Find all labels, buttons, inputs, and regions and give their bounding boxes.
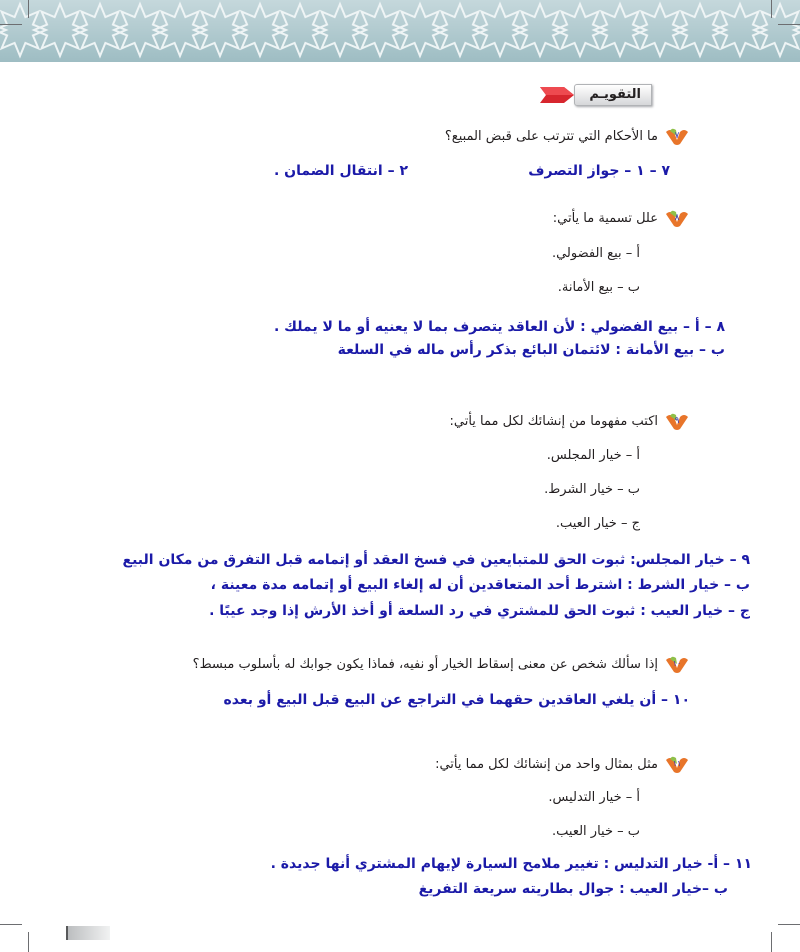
question-7 (445, 126, 690, 146)
answer-9-line1: ٩ – خيار المجلس: ثبوت الحق للمتبايعين في فسخ العقد أو إتمامه قبل التفرق من مكان البيع (122, 552, 750, 568)
question-10-text: إذا سألك شخص عن معنى إسقاط الخيار أو نفيه، فماذا يكون جوابك له بأسلوب مبسط؟ (192, 656, 658, 672)
banner-star-shape (474, 4, 526, 56)
q9-option-c: ج – خيار العيب. (555, 516, 640, 531)
crop-mark (0, 924, 22, 925)
banner-star-shape (154, 4, 206, 56)
banner-star-shape (194, 4, 246, 56)
answer-9-line3: ج – خيار العيب : ثبوت الحق للمشتري في رد السلعة أو أخذ الأرش إذا وجد عيبًا . (209, 603, 750, 619)
answer-8-line1: ٨ – أ – بيع الفضولي : لأن العاقد يتصرف بما لا يعنيه أو ما لا يملك . (273, 319, 725, 335)
banner-star-shape (74, 4, 126, 56)
banner-star-shape (634, 4, 686, 56)
question-7-text: ما الأحكام التي تترتب على قبض المبيع؟ (444, 128, 658, 144)
answer-9-line2: ب – خيار الشرط : اشترط أحد المتعاقدين أن له إلغاء البيع أو إتمامه مدة معينة ، (210, 577, 750, 593)
question-11-text: مثل بمثال واحد من إنشائك لكل مما يأتي: (435, 756, 658, 772)
banner-star-shape (594, 4, 646, 56)
svg-text:٨: ٨ (674, 213, 680, 223)
question-number-badge-icon (664, 754, 690, 774)
section-tag-label: التقويـم (574, 84, 652, 106)
question-number-badge-icon (664, 654, 690, 674)
banner-star-shape (34, 4, 86, 56)
question-9-text: اكتب مفهوما من إنشائك لكل مما يأتي: (449, 413, 658, 429)
crop-mark (771, 932, 772, 952)
q11-option-b: ب – خيار العيب. (552, 824, 640, 839)
svg-text:٩: ٩ (674, 416, 680, 426)
banner-star-shape (354, 4, 406, 56)
banner-star-shape (394, 4, 446, 56)
question-11 (435, 754, 690, 774)
q11-option-a: أ – خيار التدليس. (548, 790, 640, 805)
crop-mark (778, 24, 800, 25)
banner-star-shape (714, 4, 766, 56)
banner-star-shape (114, 4, 166, 56)
answer-8-line2: ب – بيع الأمانة : لائتمان البائع بذكر رأس ماله في السلعة (337, 342, 725, 358)
question-8-text: علل تسمية ما يأتي: (552, 210, 658, 226)
crop-mark (28, 932, 29, 952)
page-number-box (66, 926, 110, 940)
question-10 (193, 654, 690, 674)
answer-11-line2: ب –خيار العيب : جوال بطاريته سريعة التفريغ (418, 881, 728, 897)
crop-mark (771, 0, 772, 18)
answer-10: ١٠ – أن يلغي العاقدين حقهما في التراجع عن البيع قبل البيع أو بعده (223, 692, 690, 708)
banner-star-shape (674, 4, 726, 56)
red-arrow-icon (540, 85, 574, 105)
answer-7-part1: ٧ – ١ – جواز التصرف (528, 163, 670, 179)
question-number-badge-icon (664, 126, 690, 146)
svg-text:٧: ٧ (674, 131, 680, 141)
answer-11-line1: ١١ – أ- خيار التدليس : تغيير ملامح السيارة لإيهام المشتري أنها جديدة . (270, 856, 752, 872)
q8-option-b: ب – بيع الأمانة. (557, 280, 640, 295)
banner-pattern (0, 0, 800, 62)
header-banner (0, 0, 800, 62)
banner-star-shape (314, 4, 366, 56)
banner-star-shape (514, 4, 566, 56)
crop-mark (0, 24, 22, 25)
banner-star-shape (554, 4, 606, 56)
question-number-badge-icon (664, 208, 690, 228)
answer-7-part2: ٢ – انتقال الضمان . (273, 163, 408, 179)
section-tag (540, 84, 652, 106)
crop-mark (778, 924, 800, 925)
q8-option-a: أ – بيع الفضولي. (551, 246, 640, 261)
banner-star-shape (274, 4, 326, 56)
q9-option-a: أ – خيار المجلس. (546, 448, 640, 463)
q9-option-b: ب – خيار الشرط. (544, 482, 640, 497)
svg-text:١٠: ١٠ (672, 659, 682, 668)
question-8 (553, 208, 690, 228)
svg-text:١١: ١١ (672, 759, 682, 768)
question-9 (449, 411, 690, 431)
banner-star-shape (434, 4, 486, 56)
crop-mark (28, 0, 29, 18)
question-number-badge-icon (664, 411, 690, 431)
banner-star-shape (234, 4, 286, 56)
